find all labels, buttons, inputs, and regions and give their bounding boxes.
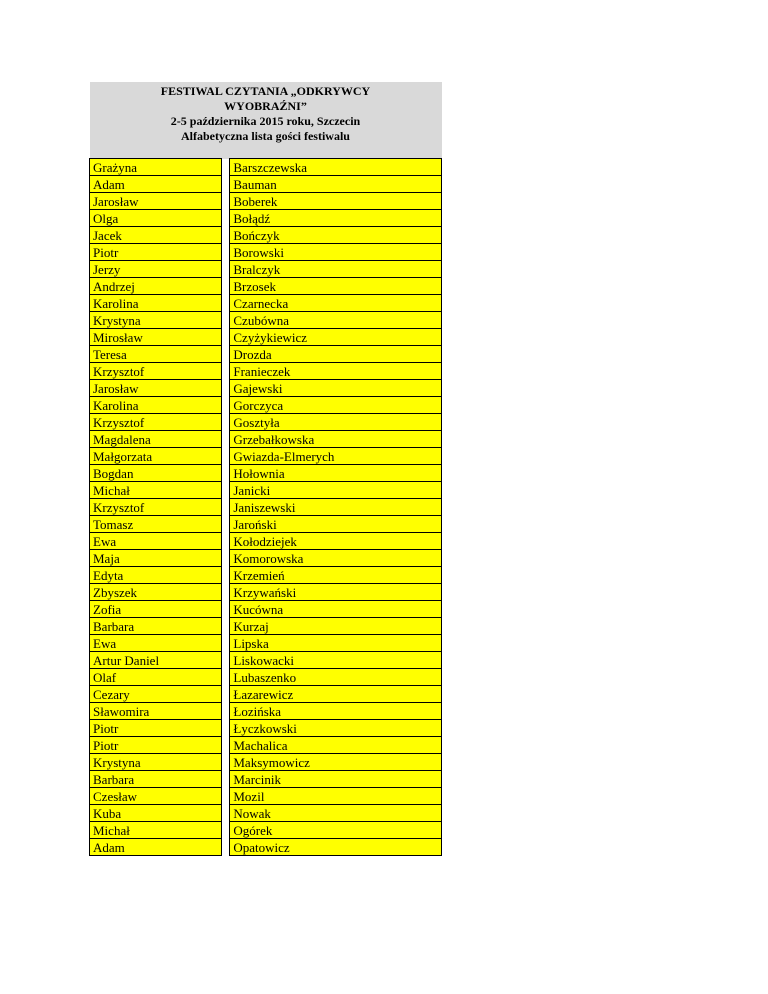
column-gap (222, 499, 230, 516)
guest-first-name: Krzysztof (90, 414, 222, 431)
guest-first-name: Piotr (90, 244, 222, 261)
table-row (90, 839, 442, 856)
column-gap (222, 822, 230, 839)
guest-first-name: Piotr (90, 737, 222, 754)
guest-first-name: Mirosław (90, 329, 222, 346)
table-row (90, 635, 442, 652)
festival-title-line1: FESTIWAL CZYTANIA „ODKRYWCY (160, 84, 371, 98)
guest-last-name: Gajewski (230, 380, 442, 397)
guest-last-name: Franieczek (230, 363, 442, 380)
table-row (90, 499, 442, 516)
guest-first-name: Grażyna (90, 159, 222, 176)
guest-first-name: Barbara (90, 771, 222, 788)
guest-last-name: Machalica (230, 737, 442, 754)
column-gap (222, 278, 230, 295)
column-gap (222, 346, 230, 363)
column-gap (222, 159, 230, 176)
table-row (90, 805, 442, 822)
guest-first-name: Jerzy (90, 261, 222, 278)
table-row (90, 465, 442, 482)
guest-last-name: Krzemień (230, 567, 442, 584)
table-row (90, 584, 442, 601)
guest-first-name: Czesław (90, 788, 222, 805)
table-row (90, 482, 442, 499)
table-row (90, 278, 442, 295)
guest-last-name: Maksymowicz (230, 754, 442, 771)
table-row (90, 210, 442, 227)
guest-first-name: Zbyszek (90, 584, 222, 601)
guest-first-name: Michał (90, 822, 222, 839)
table-row (90, 652, 442, 669)
guest-last-name: Nowak (230, 805, 442, 822)
column-gap (222, 261, 230, 278)
column-gap (222, 550, 230, 567)
guest-list-title: Alfabetyczna lista gości festiwalu (181, 129, 350, 143)
column-gap (222, 397, 230, 414)
guest-last-name: Gosztyła (230, 414, 442, 431)
column-gap (222, 465, 230, 482)
guest-last-name: Gwiazda-Elmerych (230, 448, 442, 465)
guest-last-name: Krzywański (230, 584, 442, 601)
table-row (90, 363, 442, 380)
table-row (90, 448, 442, 465)
column-gap (222, 720, 230, 737)
guest-first-name: Ewa (90, 533, 222, 550)
guest-last-name: Komorowska (230, 550, 442, 567)
guest-last-name: Łazarewicz (230, 686, 442, 703)
table-row (90, 669, 442, 686)
table-row (90, 550, 442, 567)
column-gap (222, 754, 230, 771)
column-gap (222, 601, 230, 618)
table-row (90, 244, 442, 261)
column-gap (222, 193, 230, 210)
guest-first-name: Sławomira (90, 703, 222, 720)
guest-first-name: Zofia (90, 601, 222, 618)
festival-title-line2: WYOBRAŹNI” (224, 99, 307, 113)
guest-first-name: Olaf (90, 669, 222, 686)
guest-first-name: Karolina (90, 295, 222, 312)
column-gap (222, 584, 230, 601)
table-row (90, 414, 442, 431)
guest-first-name: Krystyna (90, 312, 222, 329)
guest-list-table (89, 82, 442, 856)
table-row (90, 227, 442, 244)
column-gap (222, 839, 230, 856)
column-gap (222, 533, 230, 550)
guest-last-name: Hołownia (230, 465, 442, 482)
guest-first-name: Edyta (90, 567, 222, 584)
guest-last-name: Mozil (230, 788, 442, 805)
guest-last-name: Bończyk (230, 227, 442, 244)
guest-last-name: Gorczyca (230, 397, 442, 414)
guest-last-name: Kucówna (230, 601, 442, 618)
guest-first-name: Karolina (90, 397, 222, 414)
column-gap (222, 703, 230, 720)
column-gap (222, 482, 230, 499)
guest-first-name: Andrzej (90, 278, 222, 295)
guest-last-name: Brzosek (230, 278, 442, 295)
column-gap (222, 686, 230, 703)
guest-list-body (90, 159, 442, 856)
guest-last-name: Bauman (230, 176, 442, 193)
column-gap (222, 788, 230, 805)
festival-date-line: 2-5 października 2015 roku, Szczecin (170, 114, 361, 128)
guest-last-name: Liskowacki (230, 652, 442, 669)
table-row (90, 533, 442, 550)
guest-first-name: Cezary (90, 686, 222, 703)
column-gap (222, 771, 230, 788)
table-row (90, 720, 442, 737)
column-gap (222, 516, 230, 533)
column-gap (222, 380, 230, 397)
guest-last-name: Jaroński (230, 516, 442, 533)
guest-last-name: Czyżykiewicz (230, 329, 442, 346)
guest-last-name: Ogórek (230, 822, 442, 839)
column-gap (222, 431, 230, 448)
table-row (90, 771, 442, 788)
column-gap (222, 363, 230, 380)
guest-last-name: Kołodziejek (230, 533, 442, 550)
column-gap (222, 737, 230, 754)
guest-last-name: Boberek (230, 193, 442, 210)
document-header (90, 82, 442, 159)
column-gap (222, 669, 230, 686)
column-gap (222, 312, 230, 329)
column-gap (222, 448, 230, 465)
guest-last-name: Kurzaj (230, 618, 442, 635)
guest-first-name: Jacek (90, 227, 222, 244)
column-gap (222, 414, 230, 431)
guest-first-name: Krzysztof (90, 363, 222, 380)
guest-last-name: Lubaszenko (230, 669, 442, 686)
column-gap (222, 635, 230, 652)
guest-last-name: Borowski (230, 244, 442, 261)
column-gap (222, 652, 230, 669)
guest-first-name: Olga (90, 210, 222, 227)
guest-first-name: Barbara (90, 618, 222, 635)
guest-first-name: Artur Daniel (90, 652, 222, 669)
table-row (90, 312, 442, 329)
column-gap (222, 176, 230, 193)
table-row (90, 380, 442, 397)
guest-last-name: Janicki (230, 482, 442, 499)
column-gap (222, 618, 230, 635)
table-row (90, 346, 442, 363)
table-row (90, 788, 442, 805)
guest-first-name: Krzysztof (90, 499, 222, 516)
table-row (90, 516, 442, 533)
guest-first-name: Kuba (90, 805, 222, 822)
table-row (90, 737, 442, 754)
guest-last-name: Drozda (230, 346, 442, 363)
guest-last-name: Łyczkowski (230, 720, 442, 737)
guest-last-name: Bołądź (230, 210, 442, 227)
guest-last-name: Barszczewska (230, 159, 442, 176)
table-row (90, 295, 442, 312)
guest-first-name: Teresa (90, 346, 222, 363)
column-gap (222, 244, 230, 261)
column-gap (222, 295, 230, 312)
table-row (90, 431, 442, 448)
table-row (90, 754, 442, 771)
guest-first-name: Magdalena (90, 431, 222, 448)
guest-first-name: Adam (90, 839, 222, 856)
guest-last-name: Bralczyk (230, 261, 442, 278)
table-row (90, 329, 442, 346)
guest-first-name: Tomasz (90, 516, 222, 533)
guest-last-name: Marcinik (230, 771, 442, 788)
guest-first-name: Krystyna (90, 754, 222, 771)
table-row (90, 822, 442, 839)
table-row (90, 601, 442, 618)
guest-first-name: Michał (90, 482, 222, 499)
guest-first-name: Maja (90, 550, 222, 567)
guest-last-name: Lipska (230, 635, 442, 652)
column-gap (222, 329, 230, 346)
guest-last-name: Łozińska (230, 703, 442, 720)
table-row (90, 159, 442, 176)
table-row (90, 261, 442, 278)
guest-last-name: Grzebałkowska (230, 431, 442, 448)
table-row (90, 193, 442, 210)
guest-first-name: Bogdan (90, 465, 222, 482)
table-row (90, 567, 442, 584)
table-row (90, 176, 442, 193)
guest-last-name: Czubówna (230, 312, 442, 329)
guest-last-name: Opatowicz (230, 839, 442, 856)
table-row (90, 397, 442, 414)
table-row (90, 703, 442, 720)
column-gap (222, 227, 230, 244)
column-gap (222, 805, 230, 822)
guest-first-name: Jarosław (90, 193, 222, 210)
guest-first-name: Piotr (90, 720, 222, 737)
guest-first-name: Małgorzata (90, 448, 222, 465)
guest-last-name: Janiszewski (230, 499, 442, 516)
guest-last-name: Czarnecka (230, 295, 442, 312)
guest-first-name: Adam (90, 176, 222, 193)
column-gap (222, 567, 230, 584)
guest-first-name: Jarosław (90, 380, 222, 397)
table-row (90, 686, 442, 703)
column-gap (222, 210, 230, 227)
table-row (90, 618, 442, 635)
header-row (90, 82, 442, 159)
guest-first-name: Ewa (90, 635, 222, 652)
